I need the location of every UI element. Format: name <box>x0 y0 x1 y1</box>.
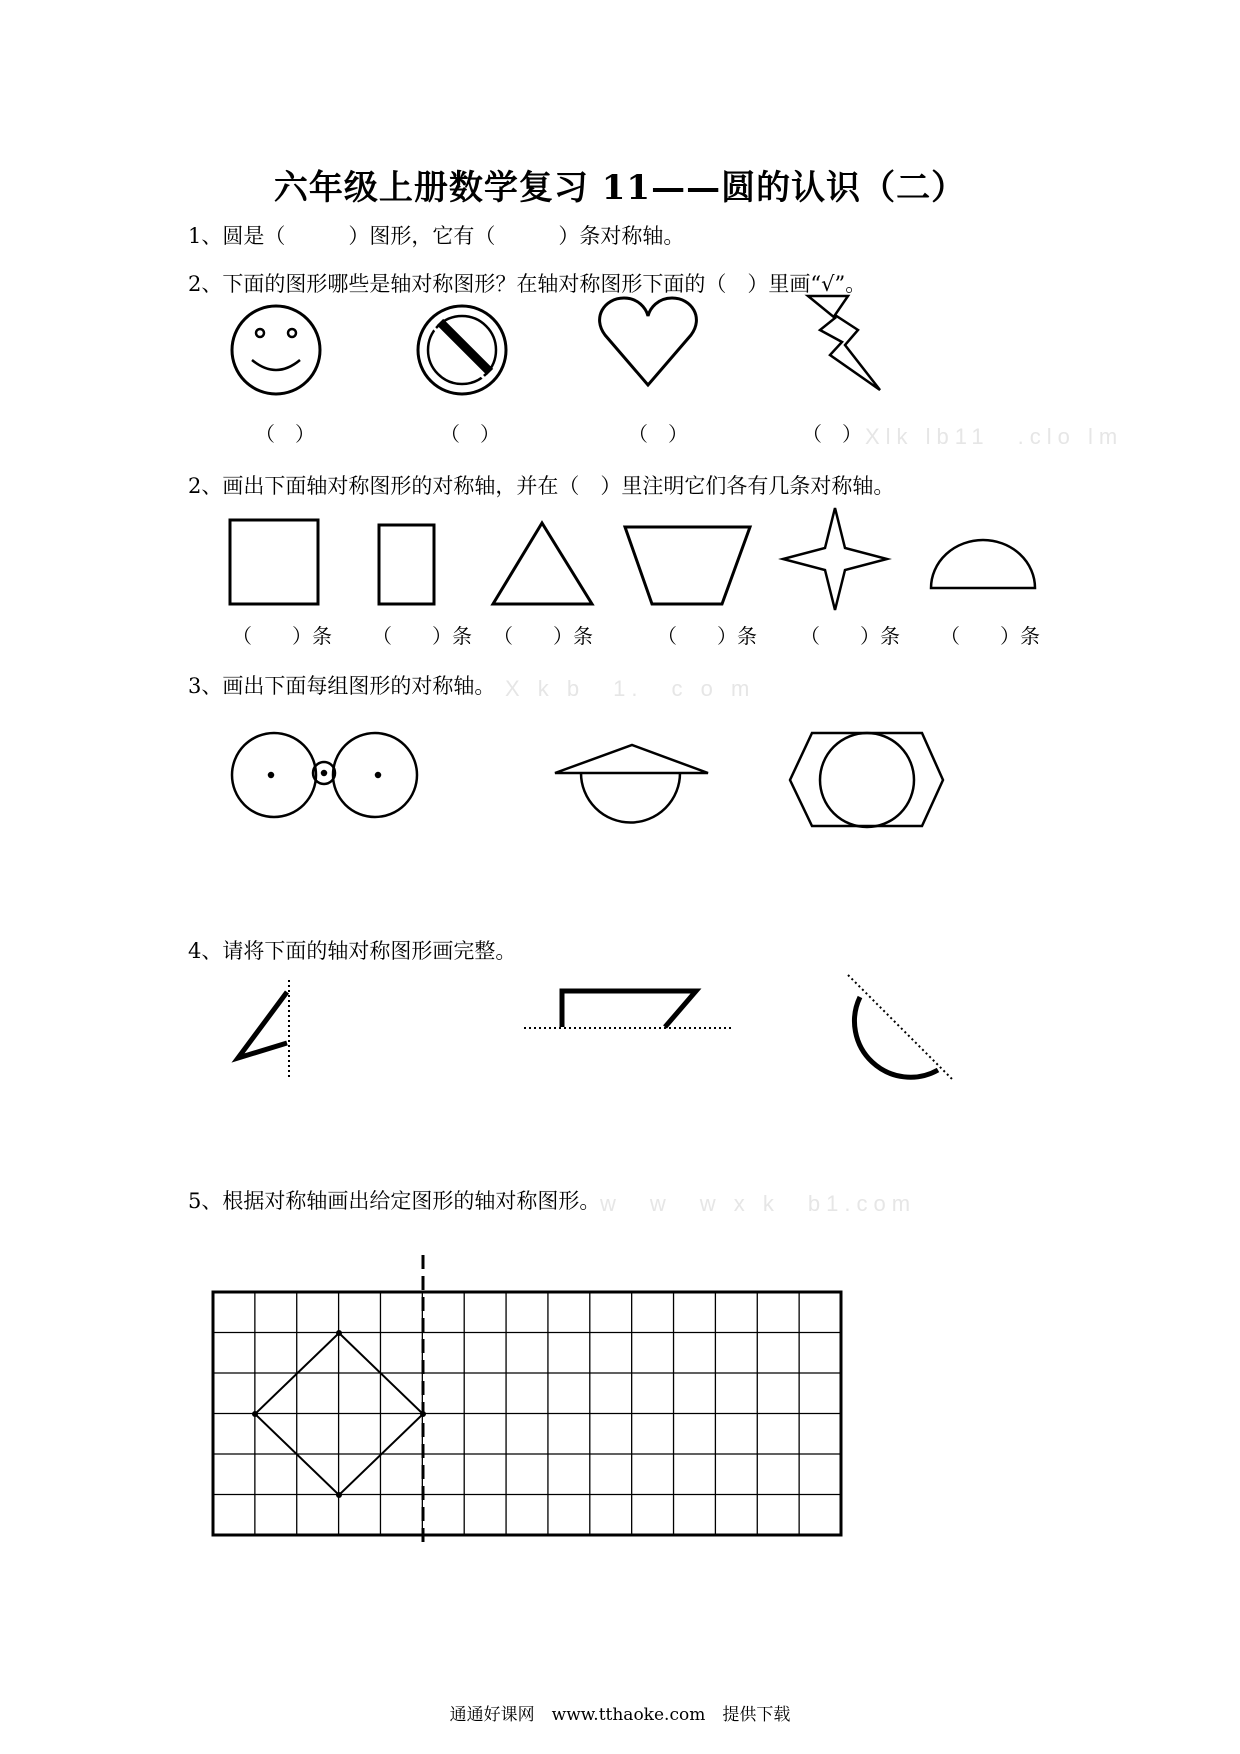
star-shape <box>783 508 887 610</box>
count-label: （ ）条 <box>493 624 593 648</box>
two-circles-shape <box>232 733 417 817</box>
count-label: （ ）条 <box>657 624 757 648</box>
count-label: （ ）条 <box>372 624 472 648</box>
question-6: 5、根据对称轴画出给定图形的轴对称图形。 <box>188 1189 601 1213</box>
question-3: 2、画出下面轴对称图形的对称轴，并在（ ）里注明它们各有几条对称轴。 <box>188 474 895 498</box>
heart-icon <box>600 298 697 385</box>
semicircle-shape <box>931 540 1035 588</box>
hexagon-circle-shape <box>790 733 943 827</box>
page-title: 六年级上册数学复习 11——圆的认识（二） <box>273 168 967 208</box>
footer: 通通好课网 www.tthaoke.com 提供下载 <box>449 1705 791 1725</box>
hat-shape <box>555 745 708 823</box>
square-shape <box>230 520 318 604</box>
watermark: Xlk lb11 .clo lm <box>865 424 1124 449</box>
half-triangle-shape <box>238 980 289 1080</box>
lightning-bolt-icon <box>808 296 880 390</box>
count-label: （ ）条 <box>232 624 332 648</box>
count-label: （ ）条 <box>800 624 900 648</box>
no-sign-icon <box>418 306 506 394</box>
answer-paren: （ ） <box>440 422 500 446</box>
smiley-face-icon <box>232 306 320 394</box>
trapezoid-shape <box>625 527 750 604</box>
answer-paren: （ ） <box>802 422 862 446</box>
triangle-shape <box>493 523 592 604</box>
watermark: w w w x k b1.com <box>600 1191 917 1216</box>
answer-paren: （ ） <box>255 422 315 446</box>
half-trapezoid-shape <box>524 991 733 1028</box>
question-5: 4、请将下面的轴对称图形画完整。 <box>188 939 517 963</box>
grid <box>213 1255 841 1548</box>
count-label: （ ）条 <box>940 624 1040 648</box>
watermark: X k b 1. c o m <box>505 676 756 701</box>
question-1: 1、圆是（ ）图形，它有（ ）条对称轴。 <box>188 224 685 248</box>
answer-paren: （ ） <box>628 422 688 446</box>
question-4: 3、画出下面每组图形的对称轴。 <box>188 674 496 698</box>
rectangle-shape <box>379 525 434 604</box>
question-2: 2、下面的图形哪些是轴对称图形？在轴对称图形下面的（ ）里画“√”。 <box>188 272 867 296</box>
half-circle-shape <box>848 975 953 1080</box>
